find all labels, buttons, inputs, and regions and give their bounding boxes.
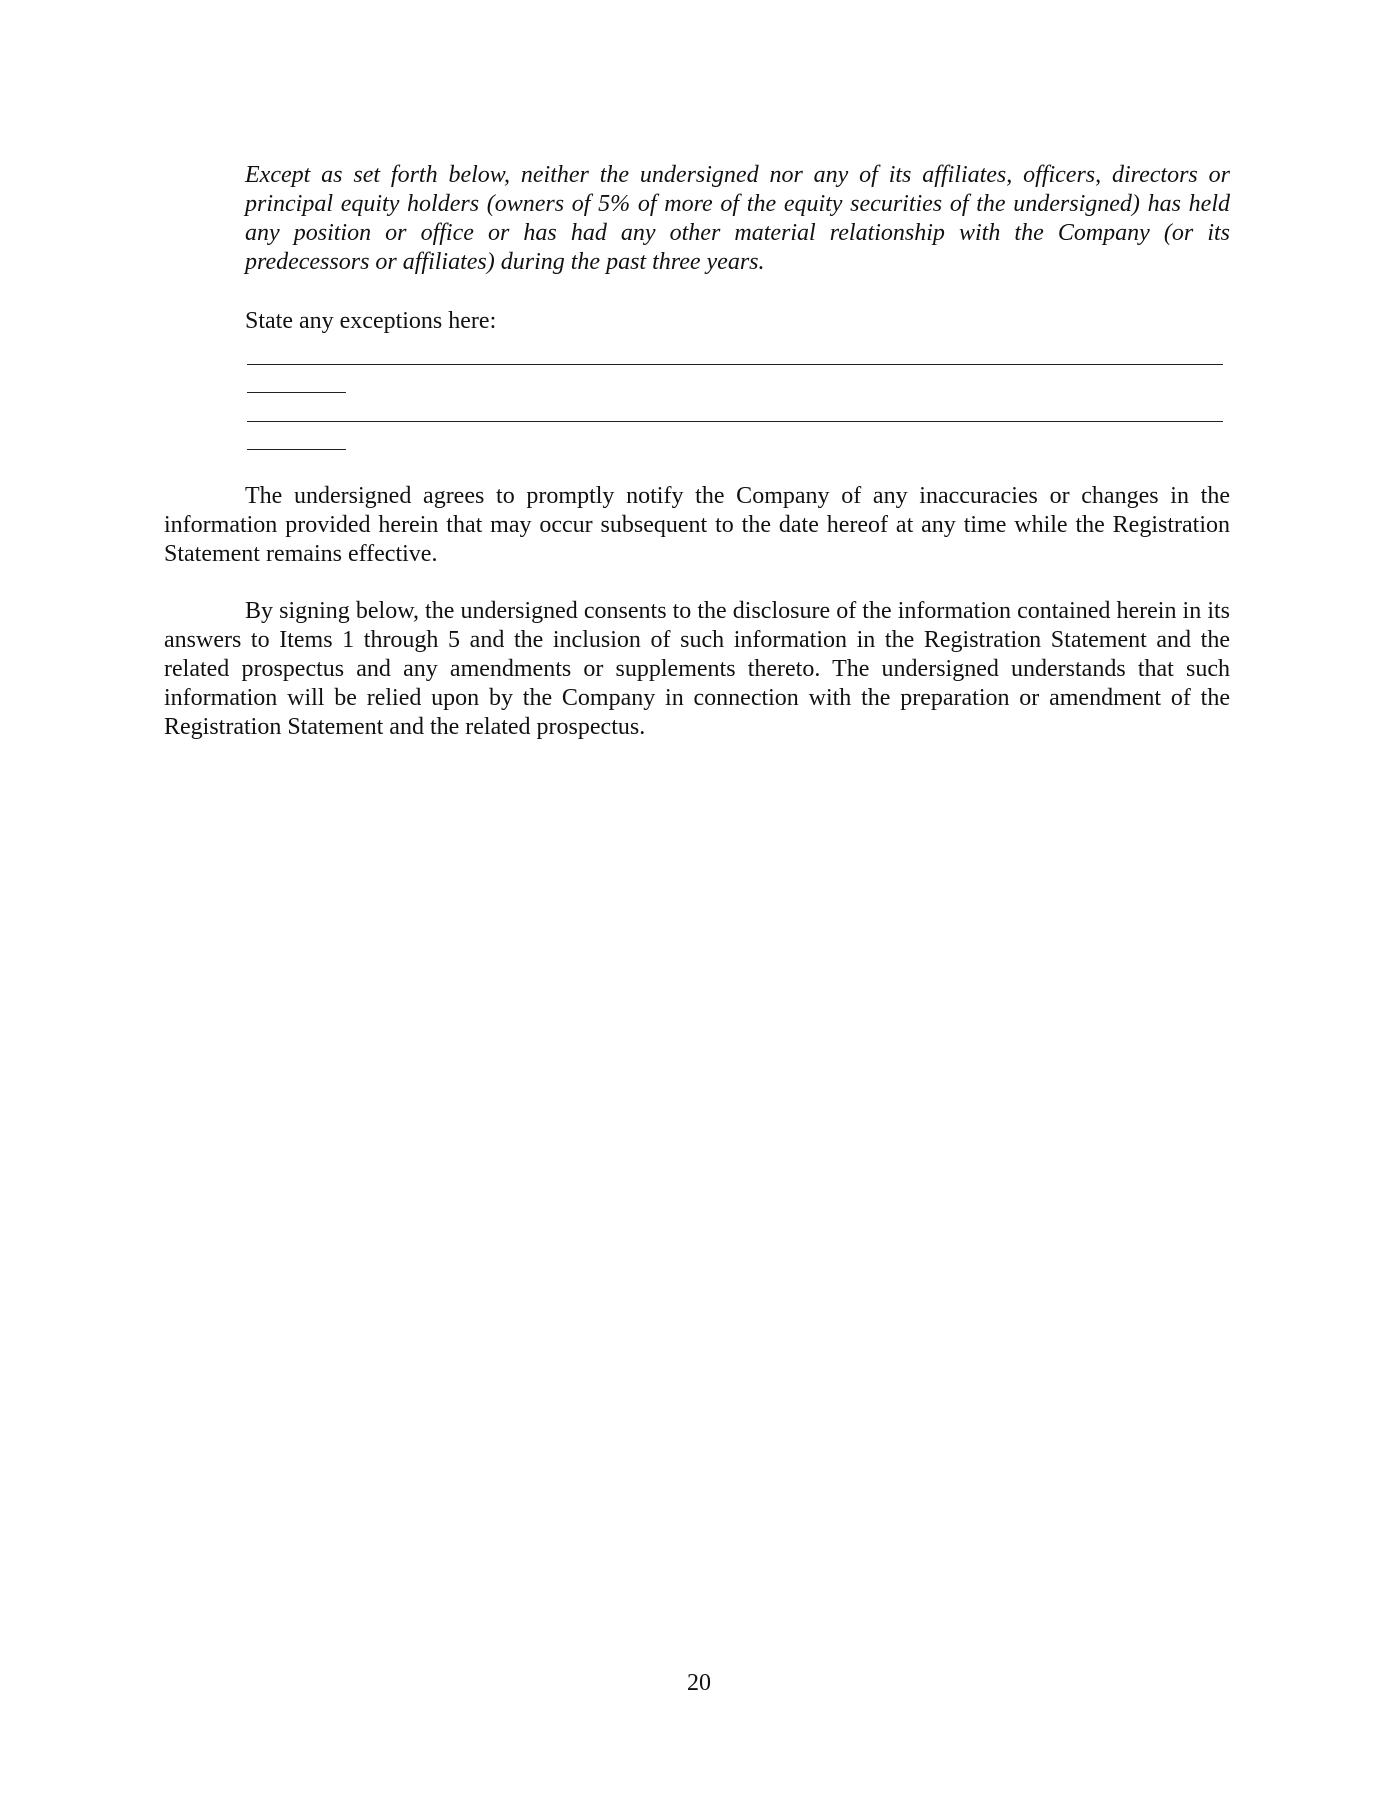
page-number: 20 (687, 1670, 711, 1696)
exceptions-label: State any exceptions here: (245, 308, 497, 334)
notify-paragraph: The undersigned agrees to promptly notify the Company of any inaccuracies or changes in the information provided herein that may occur subsequent to the date hereof at any time while the Registration Statement remains effective. (164, 483, 1230, 567)
exceptions-blank-line[interactable] (247, 421, 1223, 422)
exceptions-blank-line-continuation[interactable] (247, 449, 346, 450)
consent-paragraph: By signing below, the undersigned consents to the disclosure of the information contained herein in its answers to Items 1 through 5 and the inclusion of such information in the Registration Statement and the related prospectus and any amendments or supplements thereto. The undersigned understands that such information will be relied upon by the Company in connection with the preparation or amendment of the Registration Statement and the related prospectus. (164, 598, 1230, 740)
exceptions-blank-line[interactable] (247, 364, 1223, 365)
exceptions-blank-line-continuation[interactable] (247, 392, 346, 393)
relationship-statement: Except as set forth below, neither the undersigned nor any of its affiliates, officers, directors or principal equity holders (owners of 5% of more of the equity securities of the undersigned) has held any position or office or has had any other material relationship with the Company (or its predecessors or affiliates) during the past three years. (245, 162, 1230, 275)
